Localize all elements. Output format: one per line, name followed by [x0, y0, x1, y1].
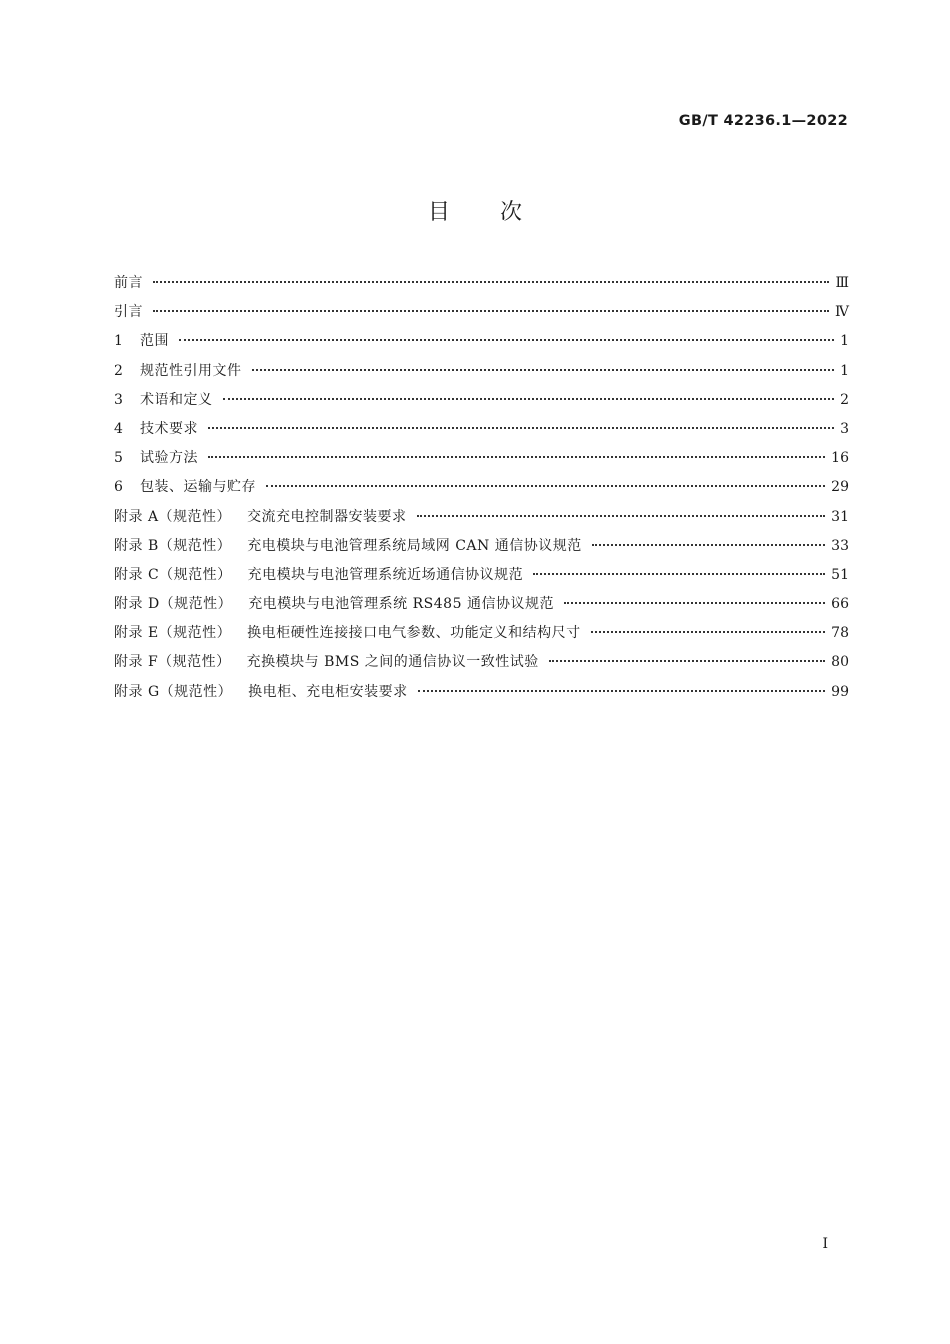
toc-entry-page: 99	[831, 683, 849, 700]
toc-entry-title: 范围	[140, 333, 169, 350]
toc-entry-label	[114, 272, 143, 292]
page-number: I	[822, 1236, 828, 1252]
toc-leader-dots	[252, 369, 835, 371]
toc-entry-label	[114, 564, 523, 584]
toc-entry-label	[140, 418, 198, 438]
toc-entry-page: 29	[831, 479, 849, 496]
toc-entry-annex-prefix: 附录 C（规范性）	[114, 566, 232, 583]
toc-entry-label	[114, 622, 581, 642]
toc-entry-title: 交流充电控制器安装要求	[247, 508, 407, 525]
toc-entry[interactable]	[114, 506, 849, 535]
toc-entry[interactable]	[114, 564, 849, 593]
toc-entry-page: 16	[831, 450, 849, 467]
toc-entry-annex-prefix: 附录 A（规范性）	[114, 508, 232, 525]
toc-entry-page: Ⅲ	[835, 275, 849, 291]
toc-entry[interactable]	[114, 651, 849, 680]
toc-entry[interactable]	[114, 622, 849, 651]
toc-entry-title: 换电柜、充电柜安装要求	[248, 683, 408, 700]
toc-entry-page: 66	[831, 596, 849, 613]
toc-entry[interactable]	[114, 447, 849, 476]
toc-entry-page: 31	[831, 508, 849, 525]
toc-entry-number: 2	[114, 362, 123, 379]
toc-entry-title: 术语和定义	[140, 391, 213, 408]
page-title: 目次	[427, 200, 572, 225]
toc-entry-page: 51	[831, 566, 849, 583]
toc-entry-title: 换电柜硬性连接接口电气参数、功能定义和结构尺寸	[247, 625, 581, 642]
toc-leader-dots	[417, 515, 826, 517]
toc-entry-label	[114, 681, 408, 701]
toc-entry[interactable]	[114, 418, 849, 447]
toc-entry-label	[140, 330, 169, 350]
toc-entry-page: 33	[831, 537, 849, 554]
toc-entry-page: Ⅳ	[835, 304, 849, 321]
toc-entry[interactable]	[114, 360, 849, 389]
toc-entry[interactable]	[114, 301, 849, 330]
toc-entry-page: 2	[840, 391, 849, 408]
toc-entry-number: 5	[114, 450, 123, 467]
toc-entry-annex-prefix: 附录 F（规范性）	[114, 654, 231, 671]
standard-code: GB/T 42236.1—2022	[678, 113, 848, 129]
toc-entry-label	[114, 506, 407, 526]
toc-entry-title: 充电模块与电池管理系统近场通信协议规范	[247, 566, 524, 583]
toc-leader-dots	[266, 485, 825, 487]
toc-entry-title: 包装、运输与贮存	[140, 479, 256, 496]
toc-entry[interactable]	[114, 389, 849, 418]
toc-entry[interactable]	[114, 681, 849, 710]
toc-entry-title: 充电模块与电池管理系统局域网 CAN 通信协议规范	[247, 537, 582, 554]
toc-entry-title: 技术要求	[140, 420, 198, 437]
toc-entry-number: 4	[114, 420, 123, 437]
toc-entry-annex-prefix: 附录 E（规范性）	[114, 625, 232, 642]
toc-leader-dots	[549, 660, 825, 662]
toc-entry-label	[140, 389, 213, 409]
table-of-contents	[114, 272, 849, 710]
toc-entry-title: 试验方法	[140, 450, 198, 467]
toc-entry-label	[140, 360, 242, 380]
toc-entry-annex-prefix: 附录 G（规范性）	[114, 683, 233, 700]
toc-entry-page: 1	[840, 362, 849, 379]
toc-entry-label	[140, 476, 256, 496]
toc-entry-title: 前言	[114, 275, 143, 291]
toc-entry-label	[114, 535, 582, 555]
toc-entry-number: 1	[114, 333, 123, 350]
toc-entry-title: 充电模块与电池管理系统 RS485 通信协议规范	[248, 596, 554, 613]
toc-leader-dots	[208, 427, 834, 429]
toc-entry-title: 规范性引用文件	[140, 362, 242, 379]
toc-leader-dots	[153, 281, 829, 283]
toc-leader-dots	[592, 544, 825, 546]
toc-entry-annex-prefix: 附录 B（规范性）	[114, 537, 232, 554]
toc-entry-label	[114, 593, 554, 613]
toc-leader-dots	[591, 631, 826, 633]
toc-entry[interactable]	[114, 272, 849, 301]
toc-entry-page: 1	[840, 333, 849, 350]
toc-entry[interactable]	[114, 330, 849, 359]
toc-entry-page: 3	[840, 420, 849, 437]
toc-entry[interactable]	[114, 476, 849, 505]
toc-entry-annex-prefix: 附录 D（规范性）	[114, 596, 233, 613]
toc-entry-label	[114, 651, 539, 671]
toc-leader-dots	[418, 690, 826, 692]
toc-entry-title: 充换模块与 BMS 之间的通信协议一致性试验	[246, 654, 539, 671]
toc-entry-label	[114, 301, 143, 321]
toc-entry[interactable]	[114, 593, 849, 622]
toc-leader-dots	[564, 602, 825, 604]
toc-entry-page: 78	[831, 625, 849, 642]
toc-leader-dots	[179, 339, 834, 341]
toc-entry-number: 6	[114, 479, 123, 496]
toc-entry[interactable]	[114, 535, 849, 564]
toc-entry-number: 3	[114, 391, 123, 408]
toc-leader-dots	[208, 456, 825, 458]
toc-entry-title: 引言	[114, 304, 143, 321]
toc-entry-page: 80	[831, 654, 849, 671]
toc-leader-dots	[153, 310, 829, 312]
toc-entry-label	[140, 447, 198, 467]
toc-leader-dots	[223, 398, 835, 400]
toc-leader-dots	[533, 573, 825, 575]
